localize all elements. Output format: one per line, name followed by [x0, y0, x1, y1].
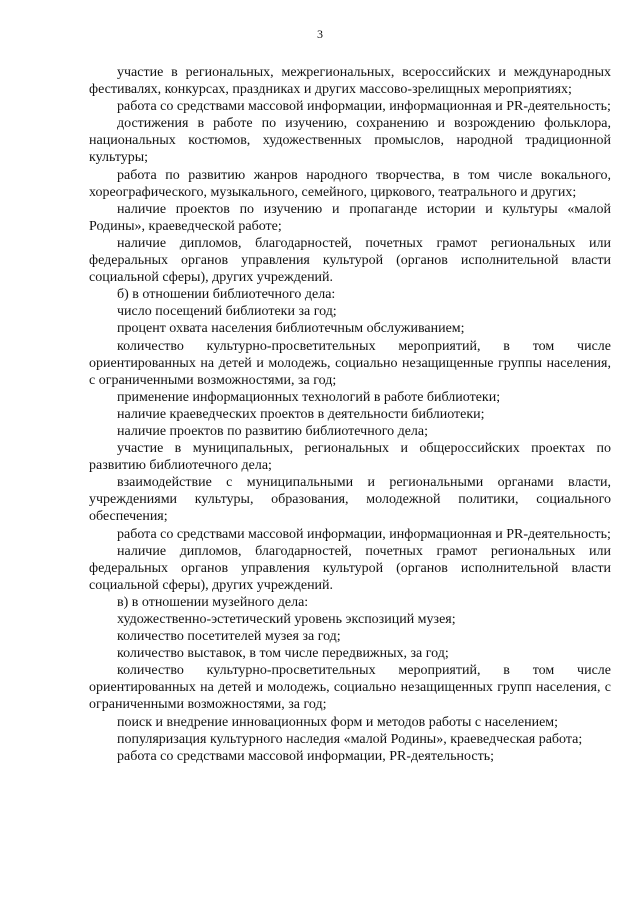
section-heading-library: б) в отношении библиотечного дела:: [117, 287, 336, 303]
paragraph: работа со средствами массовой информации, PR-деятельность;: [117, 748, 494, 764]
paragraph: наличие дипломов, благодарностей, почетных грамот региональных или федеральных органов управления культурой (органов исполнительной власти социальной сферы), других учреждений.: [89, 543, 611, 593]
paragraph: количество посетителей музея за год;: [117, 629, 341, 645]
paragraph: поиск и внедрение инновационных форм и методов работы с населением;: [117, 714, 559, 730]
paragraph: работа по развитию жанров народного творчества, в том числе вокального, хореографического, музыкального, семейного, циркового, театрального и других;: [89, 167, 611, 200]
paragraph: число посещений библиотеки за год;: [117, 304, 337, 320]
document-body: [89, 64, 611, 765]
paragraph: участие в региональных, межрегиональных, всероссийских и международных фестивалях, конкурсах, праздниках и других массово-зрелищных мероприятиях;: [89, 65, 611, 98]
paragraph: работа со средствами массовой информации, информационная и PR-деятельность;: [117, 526, 611, 542]
paragraph: наличие проектов по развитию библиотечного дела;: [117, 423, 429, 439]
paragraph: участие в муниципальных, региональных и общероссийских проектах по развитию библиотечного дела;: [89, 441, 611, 474]
paragraph: работа со средствами массовой информации, информационная и PR-деятельность;: [117, 99, 611, 115]
paragraph: художественно-эстетический уровень экспозиций музея;: [117, 612, 456, 627]
paragraph: наличие проектов по изучению и пропаганде истории и культуры «малой Родины», краеведческой работе;: [89, 201, 611, 234]
section-heading-museum: в) в отношении музейного дела:: [117, 594, 309, 610]
paragraph: количество культурно-просветительных мероприятий, в том числе ориентированных на детей и молодежь, социально незащищенные группы населения, с ограниченными возможностями, за год;: [89, 338, 611, 388]
paragraph: наличие краеведческих проектов в деятельности библиотеки;: [117, 406, 485, 422]
paragraph: достижения в работе по изучению, сохранению и возрождению фольклора, национальных костюмов, художественных промыслов, народной традиционной культуры;: [89, 116, 611, 166]
paragraph: популяризация культурного наследия «малой Родины», краеведческая работа;: [117, 731, 583, 747]
paragraph: количество культурно-просветительных мероприятий, в том числе ориентированных на детей и молодежь, социально незащищенных групп населения, с ограниченными возможностями, за год;: [89, 663, 611, 713]
page-number: 3: [317, 27, 323, 41]
paragraph: процент охвата населения библиотечным обслуживанием;: [117, 321, 465, 337]
paragraph: наличие дипломов, благодарностей, почетных грамот региональных или федеральных органов управления культурой (органов исполнительной власти социальной сферы), других учреждений.: [89, 235, 611, 286]
paragraph: взаимодействие с муниципальными и региональными органами власти, учреждениями культуры, образования, молодежной политики, социального обеспечения;: [89, 475, 611, 525]
paragraph: применение информационных технологий в работе библиотеки;: [117, 389, 501, 405]
paragraph: количество выставок, в том числе передвижных, за год;: [117, 646, 449, 662]
